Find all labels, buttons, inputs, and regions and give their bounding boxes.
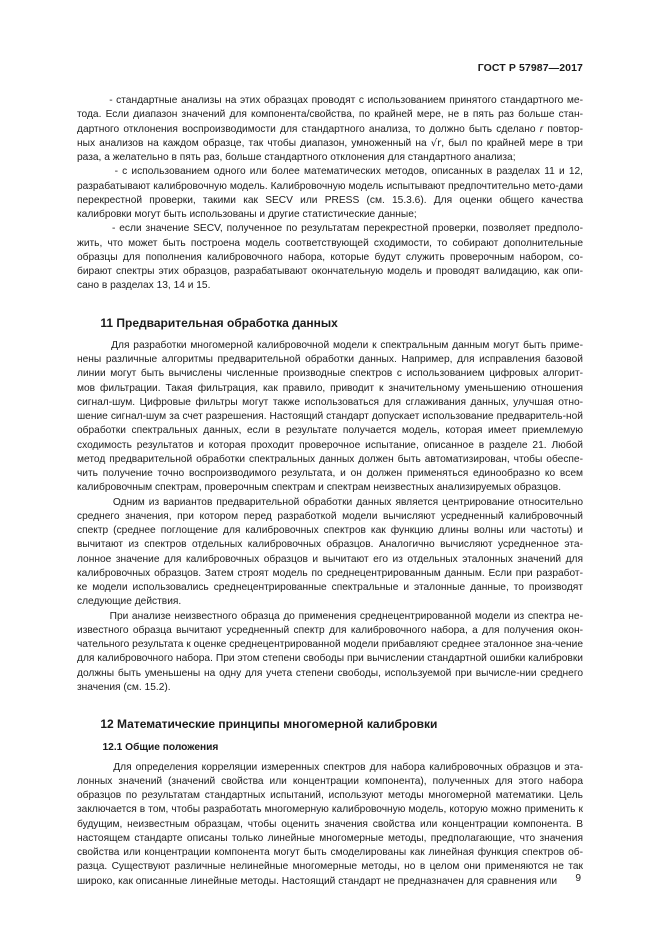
bullet-2-text: - с использованием одного или более математических методов, описанных в разделах 11 и 12, разрабатывают калибровочную модель. Калибровочную модель испытывают предпочтительно мето-дами перекрестной проверки, такими как SECV или PRESS (см. 15.3.6). Для оценки общего качества калибровки могут быть использованы и другие статистические данные; <box>77 166 583 220</box>
bullet-paragraph-2 <box>77 165 583 222</box>
section-12-paragraph-1 <box>77 761 583 889</box>
standard-number-header: ГОСТ Р 57987—2017 <box>477 62 583 74</box>
section-11-paragraph-2-text: Одним из вариантов предварительной обработки данных является центрирование относительно среднего значения, при котором перед разработкой модели вычисляют усредненный калибровочный спектр (среднее поглощение для калибровочных спектров как функцию длины волны или частоты) и вычитают из спектров отдельных калибровочных образцов. Аналогично вычисляют усредненное эта-лонное значение для калибровочных образцов и вычитают его из отдельных эталонных значений для калибровочных образцов. Затем строят модель по среднецентрированным данным. Если при разработ-ке модели использовались среднецентрированные спектральные и эталонные данные, то производят следующие действия. <box>77 496 583 608</box>
bullet-paragraph-3 <box>77 222 583 293</box>
bullet-1-part-c: , был по крайней мере в три раза, а желательно в пять раз, больше стандартного отклонения для стандартного анализа; <box>77 137 583 163</box>
section-12-paragraph-1-text: Для определения корреляции измеренных спектров для набора калибровочных образцов и эта-лонных значений (значений свойства или концентрации компонента), полученных для этого набора образцов по результатам стандартных испытаний, используют методы многомерной математики. Цель заключается в том, чтобы разработать многомерную калибровочную модель, которую можно применить к будущим, неизвестным образцам, чтобы оценить значения свойства или концентрации компонента. В настоящем стандарте описаны только линейные многомерные методы, предполагающие, что значения свойства или концентрации компонента могут быть смоделированы как линейная функция спектров об-разца. Существуют различные нелинейные многомерные методы, но в целом они применяются не так широко, как описанные линейные методы. Настоящий стандарт не предназначен для сравнения или <box>77 761 583 887</box>
subsection-12-1-title <box>77 741 583 755</box>
section-11-paragraph-1 <box>77 339 583 496</box>
subsection-12-1-title-text: 12.1 Общие положения <box>102 742 219 754</box>
bullet-1-part-a: - стандартные анализы на этих образцах проводят с использованием принятого стандартного ме-тода. Если диапазон значений для компонента/свойства, по крайней мере, не в пять раз больше стан-дартного отклонения воспроизводимости для стандартного анализа, то должно быть сделано <box>77 95 583 135</box>
bullet-1-part-b: повтор-ных анализов на каждом образце, так чтобы диапазон, умноженный на <box>77 123 583 149</box>
section-11-paragraph-3-text: При анализе неизвестного образца до применения среднецентрированной модели из спектра не-известного образца вычитают усредненный спектр для калибровочного набора, а для получения окон-чательного результата к оценке среднецентрированной модели прибавляют среднее эталонное зна-чение для калибровочного набора. При этом степени свободы при вычислении стандартной ошибки калибровки должны быть уменьшены на одну для учета степени свободы, используемой при вычисле-нии среднего значения (см. 15.2). <box>77 610 583 693</box>
section-11-paragraph-3 <box>77 610 583 696</box>
section-11-paragraph-1-text: Для разработки многомерной калибровочной модели к спектральным данным могут быть приме-нены различные алгоритмы предварительной обработки данных. Например, для исправления базовой линии могут быть вычислены численные производные спектров с использованием цифровых алгорит-мов фильтрации. Такая фильтрация, как правило, приводит к значительному уменьшению отношения сигнал-шум. Цифровые фильтры могут также использоваться для сглаживания данных, улучшая отно-шение сигнал-шум за счет разрешения. Настоящий стандарт допускает использование предваритель-ной обработки спектральных данных, если в результате получается модель, которая имеет приемлемую сходимость результатов и которая проходит проверочное испытание, описанное в разделе 21. Любой метод предварительной обработки спектральных данных должен быть автоматизирован, чтобы обеспе-чить получение точно воспроизводимого результата, и он должен применяться единообразно ко всем калибровочным спектрам, проверочным спектрам и спектрам неизвестных анализируемых образцов. <box>77 339 583 494</box>
bullet-paragraph-1 <box>77 94 583 165</box>
page-number: 9 <box>575 873 581 884</box>
section-12-title <box>77 717 583 731</box>
bullet-3-text: - если значение SECV, полученное по результатам перекрестной проверки, позволяет предполо-жить, что может быть построена модель соответствующей сходимости, то собирают дополнительные образцы для пополнения калибровочного набора, которые будут служить проверочным набором, со-бирают спектры этих образцов, разрабатывают окончательную модель и проводят валидацию, как опи-сано в разделах 13, 14 и 15. <box>77 223 583 292</box>
sqrt-r-symbol: √r <box>430 137 442 149</box>
section-11-paragraph-2 <box>77 496 583 610</box>
section-11-title-text: 11 Предварительная обработка данных <box>100 315 338 330</box>
section-11-title <box>77 316 583 330</box>
variable-r: r <box>539 123 544 135</box>
section-12-title-text: 12 Математические принципы многомерной калибровки <box>100 717 438 731</box>
page-content <box>77 94 583 889</box>
